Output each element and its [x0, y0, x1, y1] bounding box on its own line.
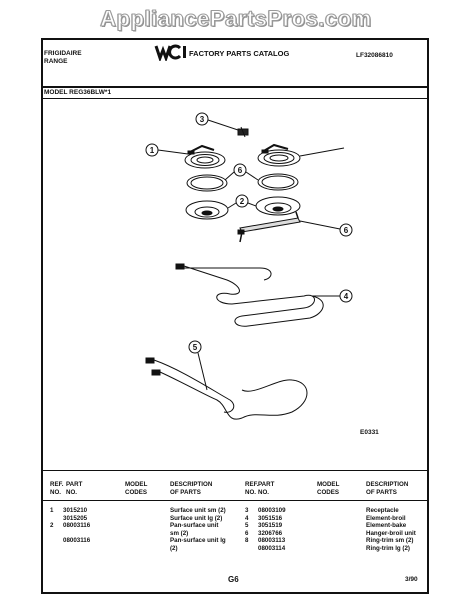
- table-cell: 3: [245, 507, 249, 514]
- table-cell: Surface unit lg (2): [170, 514, 223, 522]
- trim-ring-large: [258, 174, 298, 190]
- table-top-rule: [42, 470, 428, 471]
- callout-4: 4: [343, 292, 349, 301]
- receptacle-part: [238, 127, 248, 137]
- table-cell: Element-bake: [366, 522, 407, 530]
- broil-element: [176, 264, 323, 326]
- table-cell: 8: [245, 537, 249, 545]
- table-cell: 3206766: [258, 529, 283, 537]
- table-cell: 3051516: [258, 514, 283, 522]
- table-cell: [50, 537, 53, 545]
- table-cell: 1: [50, 507, 54, 514]
- right-ref-column: [245, 507, 248, 553]
- left-part-column: [63, 507, 90, 553]
- callout-6a: 6: [237, 166, 243, 175]
- table-cell: 4: [245, 514, 249, 522]
- brand-block: [44, 50, 82, 65]
- exploded-parts-diagram: [42, 100, 428, 480]
- right-part-column: [258, 507, 286, 553]
- drip-pan-small: [186, 201, 228, 219]
- revision-date: 3/90: [405, 576, 418, 583]
- table-cell: Hanger-broil unit: [366, 529, 416, 537]
- model-divider: [42, 98, 428, 99]
- table-cell: 3015210: [63, 507, 88, 514]
- table-cell: [50, 545, 53, 553]
- table-cell: 3051519: [258, 522, 283, 530]
- watermark-text: AppliancePartsPros.com: [100, 6, 372, 31]
- header-divider: [42, 86, 428, 88]
- table-cell: 08003116: [63, 522, 91, 530]
- model-number: MODEL REG36BLW*1: [44, 89, 112, 96]
- table-cell: Ring-trim lg (2): [366, 544, 410, 552]
- table-cell: [63, 545, 90, 553]
- callout-3: 3: [199, 115, 205, 124]
- table-cell: 08003116: [63, 537, 91, 545]
- table-cell: 5: [245, 522, 249, 530]
- left-ref-column: [50, 507, 53, 553]
- left-header-description: DESCRIPTION OF PARTS: [170, 481, 213, 496]
- trim-ring-small: [187, 175, 227, 191]
- brand-name: FRIGIDAIRE: [44, 50, 82, 57]
- right-header-part: PART NO.: [258, 481, 275, 496]
- surface-unit-small: [185, 146, 225, 168]
- wci-logo-icon: [154, 43, 188, 61]
- table-cell: [63, 530, 90, 538]
- table-cell: (2): [170, 544, 178, 552]
- table-cell: [50, 515, 53, 523]
- table-cell: 6: [245, 529, 249, 537]
- table-cell: Pan-surface unit: [170, 522, 219, 530]
- left-description-column: [170, 507, 226, 553]
- table-header-rule: [42, 500, 428, 501]
- bake-element: [146, 358, 307, 419]
- catalog-number: LF32086810: [356, 52, 393, 59]
- left-header-model: MODEL CODES: [125, 481, 148, 496]
- table-cell: Pan-surface unit lg: [170, 537, 226, 545]
- table-cell: [50, 530, 53, 538]
- table-cell: Surface unit sm (2): [170, 507, 226, 514]
- right-description-column: [366, 507, 416, 553]
- catalog-title: FACTORY PARTS CATALOG: [189, 49, 290, 58]
- surface-unit-large: [258, 145, 300, 166]
- table-cell: sm (2): [170, 529, 189, 537]
- table-cell: 08003109: [258, 507, 286, 514]
- callout-2: 2: [239, 197, 245, 206]
- callout-5: 5: [192, 343, 198, 352]
- right-header-ref: REF. NO.: [245, 481, 259, 496]
- hanger-broil-bracket: [238, 212, 300, 242]
- table-cell: [245, 545, 248, 553]
- right-header-model: MODEL CODES: [317, 481, 340, 496]
- table-cell: 3015205: [63, 514, 88, 522]
- callout-6: 6: [343, 226, 349, 235]
- table-cell: 2: [50, 522, 54, 530]
- table-cell: Receptacle: [366, 507, 399, 514]
- left-header-part: PART NO.: [66, 481, 83, 496]
- page-number: G6: [228, 575, 239, 584]
- drip-pan-large: [256, 197, 300, 215]
- figure-code: E0331: [360, 429, 379, 436]
- right-header-description: DESCRIPTION OF PARTS: [366, 481, 409, 496]
- table-cell: Element-broil: [366, 514, 406, 522]
- left-header-ref: REF. NO.: [50, 481, 64, 496]
- table-cell: 08003114: [258, 544, 286, 552]
- table-cell: 08003113: [258, 537, 286, 545]
- product-type: RANGE: [44, 57, 68, 65]
- table-cell: Ring-trim sm (2): [366, 537, 414, 545]
- callout-1: 1: [149, 146, 155, 155]
